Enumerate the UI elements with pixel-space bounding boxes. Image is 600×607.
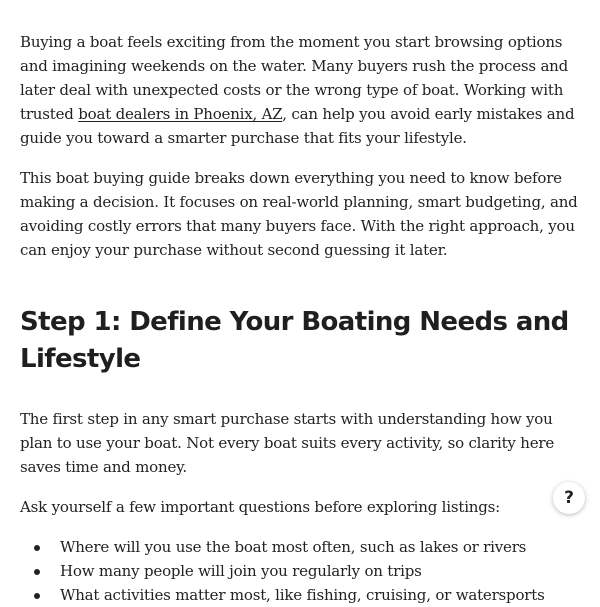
- intro-paragraph-2: This boat buying guide breaks down everything you need to know before making a decision. It focuses on real-world planning, smart budgeting, and avoiding costly errors that many buyers face. With the right approach, you can enjoy your purchase without second guessing it later.: [20, 169, 578, 259]
- step1-paragraph-2: Ask yourself a few important questions before exploring listings:: [20, 498, 501, 516]
- step1-paragraph-1: The first step in any smart purchase starts with understanding how you plan to use your boat. Not every boat suits every activity, so clarity here saves time and money.: [20, 410, 555, 476]
- step1-heading: Step 1: Define Your Boating Needs and Lifestyle: [20, 307, 569, 374]
- list-item: [20, 583, 580, 607]
- list-item-text: What activities matter most, like fishing, cruising, or watersports: [60, 586, 545, 604]
- article-body: [20, 30, 580, 607]
- dealers-link[interactable]: boat dealers in Phoenix, AZ: [78, 105, 283, 123]
- bullet-icon: [34, 569, 40, 575]
- intro-paragraph-1: [20, 30, 580, 150]
- question-mark-icon: ?: [564, 488, 574, 508]
- bullet-icon: [34, 593, 40, 599]
- help-button[interactable]: [553, 482, 585, 514]
- list-item-text: How many people will join you regularly on trips: [60, 562, 422, 580]
- intro-text-end: , can help you avoid early mistakes and guide you toward a smarter purchase that fits your lifestyle.: [20, 105, 575, 147]
- question-list: [20, 535, 580, 607]
- list-item: [20, 535, 580, 559]
- list-item: [20, 559, 580, 583]
- intro-text-start: Buying a boat feels exciting from the moment you start browsing options and imagining weekends on the water. Many buyers rush the process and later deal with unexpected costs or the wrong type of boat. Working with trusted: [20, 33, 569, 123]
- bullet-icon: [34, 545, 40, 551]
- list-item-text: Where will you use the boat most often, such as lakes or rivers: [60, 538, 527, 556]
